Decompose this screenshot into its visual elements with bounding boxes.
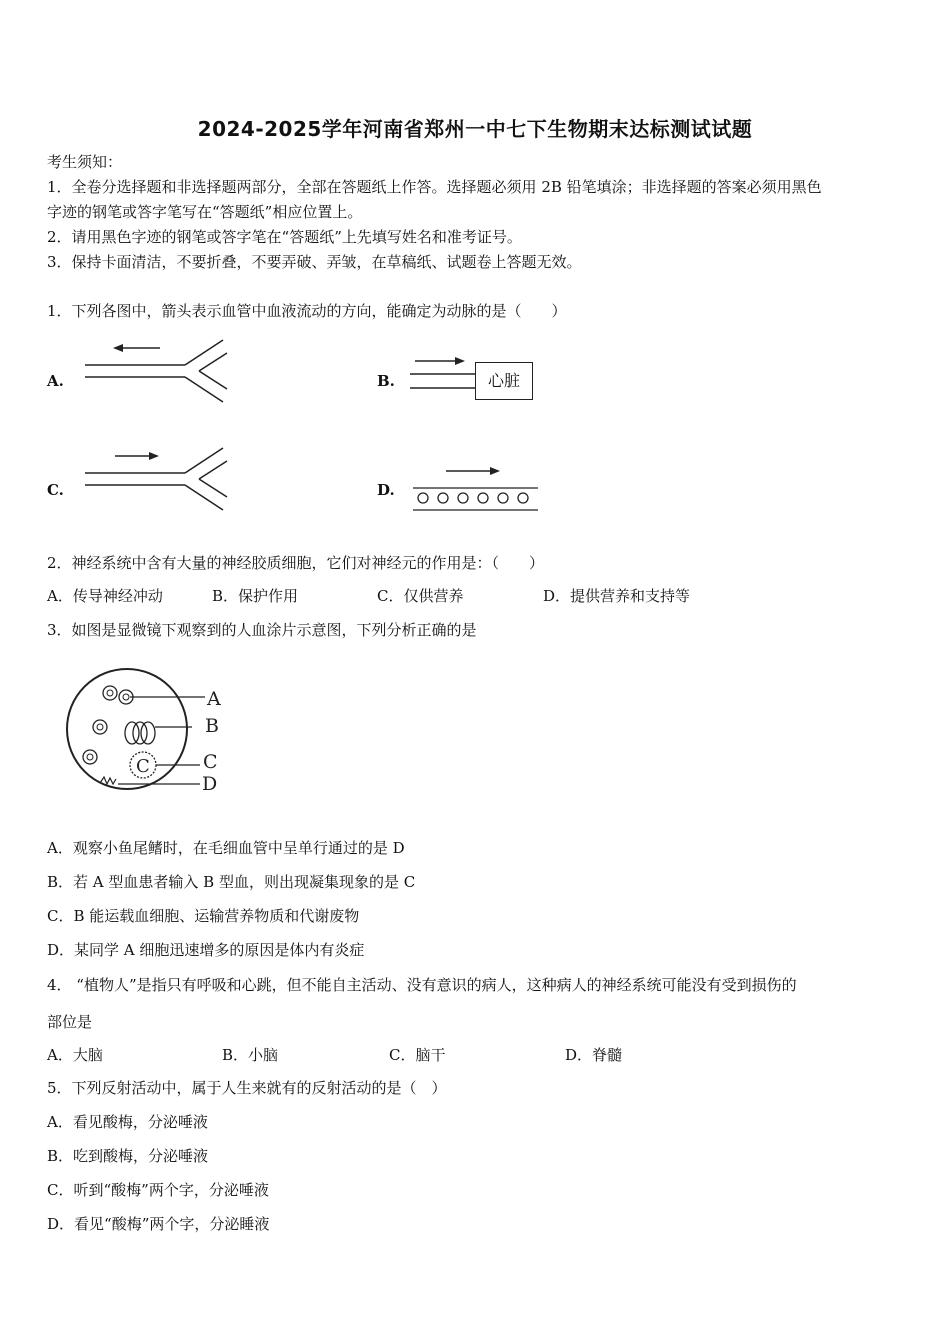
diagram-label-a: A: [207, 688, 221, 710]
notice-heading: 考生须知：: [47, 153, 123, 171]
q4-option-b: B．小脑: [222, 1046, 279, 1064]
q4-option-a: A．大脑: [47, 1046, 103, 1064]
cell-c-letter: C: [136, 756, 150, 777]
notice-item-2: 2．请用黑色字迹的钢笔或答字笔在“答题纸”上先填写姓名和准考证号。: [47, 228, 522, 246]
q4-stem-line2: 部位是: [47, 1013, 93, 1031]
notice-item-1a: 1．全卷分选择题和非选择题两部分，全部在答题纸上作答。选择题必须用 2B 铅笔填涂；非选择题的答案必须用黑色: [47, 178, 822, 196]
q1-diagram-d: [408, 460, 543, 515]
q5-option-d: D．看见“酸梅”两个字，分泌睡液: [47, 1215, 270, 1233]
q2-stem: 2．神经系统中含有大量的神经胶质细胞，它们对神经元的作用是：（ ）: [47, 554, 545, 572]
q1-stem: 1．下列各图中，箭头表示血管中血液流动的方向，能确定为动脉的是（ ）: [47, 302, 567, 320]
diagram-label-c: C: [203, 751, 218, 773]
page-title: 2024-2025学年河南省郑州一中七下生物期末达标测试试题: [197, 117, 753, 141]
blood-smear-diagram: [60, 665, 230, 805]
q1-diagram-a: [75, 335, 235, 405]
q3-option-b: B．若 A 型血患者输入 B 型血，则出现凝集现象的是 C: [47, 873, 416, 891]
q4-stem-line1: 4． “植物人”是指只有呼吸和心跳，但不能自主活动、没有意识的病人，这种病人的神经系统可能没有受到损伤的: [47, 976, 797, 994]
q4-option-c: C．脑干: [389, 1046, 446, 1064]
q3-option-a: A．观察小鱼尾鳍时，在毛细血管中呈单行通过的是 D: [47, 839, 405, 857]
q2-option-a: A．传导神经冲动: [47, 587, 163, 605]
q5-option-c: C．听到“酸梅”两个字，分泌唾液: [47, 1181, 269, 1199]
q1-diagram-c: [75, 443, 235, 513]
q1-option-c-label: C.: [47, 481, 64, 499]
q5-option-b: B．吃到酸梅，分泌唾液: [47, 1147, 209, 1165]
q2-option-b: B．保护作用: [212, 587, 299, 605]
notice-item-3: 3．保持卡面清洁，不要折叠，不要弄破、弄皱，在草稿纸、试题卷上答题无效。: [47, 253, 582, 271]
q1-option-b-label: B.: [377, 372, 395, 390]
q5-option-a: A．看见酸梅，分泌唾液: [47, 1113, 208, 1131]
heart-box: 心脏: [475, 362, 533, 400]
notice-item-1b: 字迹的钢笔或答字笔写在“答题纸”相应位置上。: [47, 203, 363, 221]
q5-stem: 5．下列反射活动中，属于人生来就有的反射活动的是（ ）: [47, 1079, 447, 1097]
q3-option-d: D．某同学 A 细胞迅速增多的原因是体内有炎症: [47, 941, 365, 959]
q4-option-d: D．脊髓: [565, 1046, 623, 1064]
diagram-label-d: D: [202, 773, 218, 795]
q3-option-c: C．B 能运载血细胞、运输营养物质和代谢废物: [47, 907, 360, 925]
q1-diagram-b: [405, 350, 485, 400]
q1-option-a-label: A.: [47, 372, 64, 390]
diagram-label-b: B: [205, 715, 219, 737]
q1-option-d-label: D.: [377, 481, 395, 499]
q2-option-d: D．提供营养和支持等: [543, 587, 691, 605]
q3-stem: 3．如图是显微镜下观察到的人血涂片示意图，下列分析正确的是: [47, 621, 477, 639]
q2-option-c: C．仅供营养: [377, 587, 464, 605]
